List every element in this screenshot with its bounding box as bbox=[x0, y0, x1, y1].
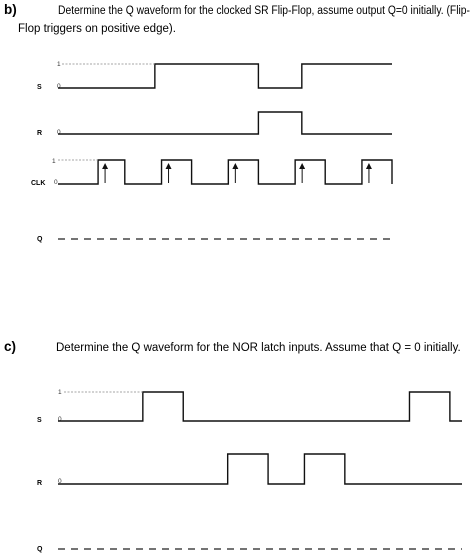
clk-edge-arrow-head bbox=[366, 163, 372, 169]
part-b-clk-high-level: 1 bbox=[52, 158, 56, 165]
part-b-r-label: R bbox=[37, 130, 43, 137]
part-b-clk-waveform bbox=[58, 160, 392, 184]
part-b-r-trace bbox=[58, 112, 392, 134]
part-c-r-waveform bbox=[58, 454, 462, 484]
part-b-s-low-level: 0 bbox=[57, 83, 61, 90]
part-c-question: Determine the Q waveform for the NOR latch inputs. Assume that Q = 0 initially. bbox=[56, 342, 461, 354]
part-b-r-low-level: 0 bbox=[57, 129, 61, 136]
part-c-s-trace bbox=[58, 392, 462, 421]
part-b-clk-edge-arrows bbox=[102, 163, 372, 183]
part-b-s-label: S bbox=[37, 84, 42, 91]
part-c-q-label: Q bbox=[37, 546, 43, 553]
clk-edge-arrow-head bbox=[232, 163, 238, 169]
part-b-question-line1: Determine the Q waveform for the clocked SR Flip-Flop, assume output Q=0 initially. (Flip- bbox=[58, 5, 471, 17]
part-c-label: c) bbox=[4, 339, 17, 354]
part-c-s-waveform bbox=[58, 392, 462, 421]
part-b-s-waveform bbox=[58, 64, 392, 88]
part-b-clk-label: CLK bbox=[31, 180, 46, 187]
part-b-s-trace bbox=[58, 64, 392, 88]
part-b-s-high-level: 1 bbox=[57, 61, 61, 68]
part-b-level-guides bbox=[58, 64, 155, 160]
part-c-s-high-level: 1 bbox=[58, 389, 62, 396]
part-b-clk-trace bbox=[58, 160, 392, 184]
part-c-r-low-level: 0 bbox=[58, 478, 62, 485]
clk-edge-arrow-head bbox=[102, 163, 108, 169]
part-b-clk-low-level: 0 bbox=[54, 179, 58, 186]
clk-edge-arrow-head bbox=[299, 163, 305, 169]
part-b-q-label: Q bbox=[37, 236, 43, 243]
part-b-label: b) bbox=[4, 2, 17, 17]
part-c-r-trace bbox=[58, 454, 462, 484]
part-c-s-low-level: 0 bbox=[58, 416, 62, 423]
part-c-r-label: R bbox=[37, 480, 43, 487]
clk-edge-arrow-head bbox=[166, 163, 172, 169]
part-b-question-line2: Flop triggers on positive edge). bbox=[18, 23, 176, 35]
part-c-s-label: S bbox=[37, 417, 42, 424]
part-b-r-waveform bbox=[58, 112, 392, 134]
